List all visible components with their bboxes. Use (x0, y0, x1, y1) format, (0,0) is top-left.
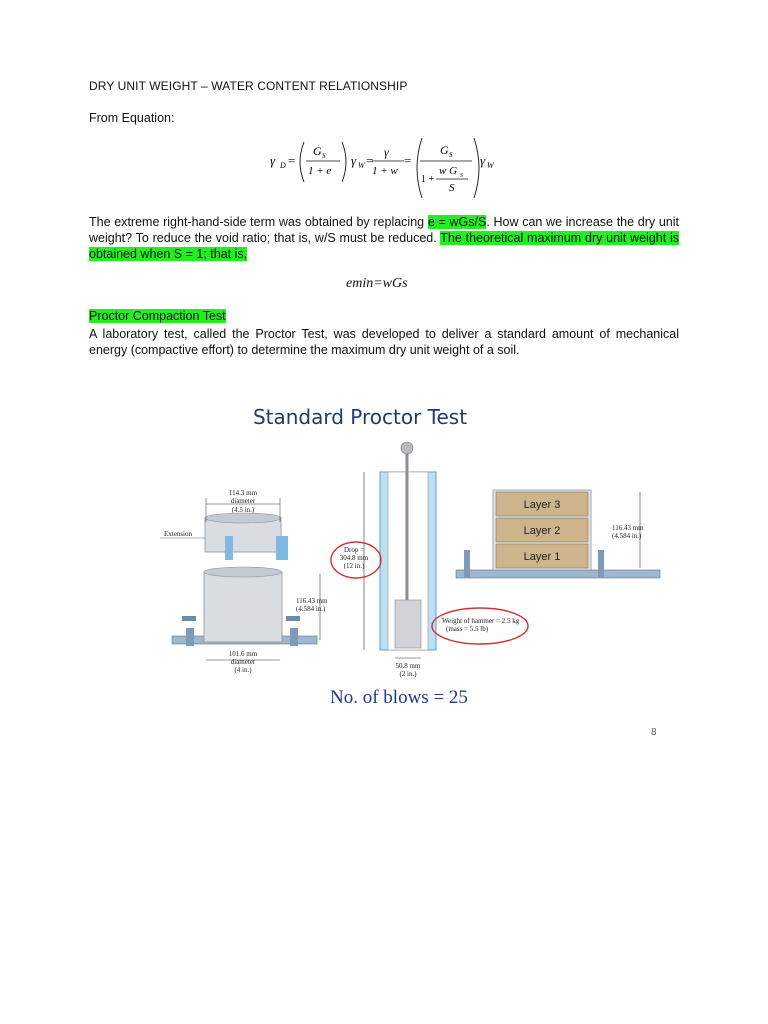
p1-text-1: The extreme right-hand-side term was obtained by replacing (89, 215, 428, 229)
eq-t1-num: G (313, 144, 322, 158)
bottom-dim-1: 101.6 mm (228, 650, 258, 658)
top-dim-1: 114.3 mm (228, 489, 258, 497)
hammer-dia-2: (2 in.) (399, 670, 417, 678)
eq-t3-inner-den: S (449, 182, 455, 194)
top-dim-2: diameter (230, 497, 256, 505)
proctor-figure (150, 440, 670, 690)
drop-2: 304.8 mm (339, 554, 369, 562)
paragraph-void-ratio (89, 214, 679, 262)
from-equation-label: From Equation: (89, 111, 175, 125)
eq-equals-1: = (288, 153, 296, 168)
dry-unit-weight-equation (268, 136, 508, 200)
eq-equals-3: = (404, 153, 412, 168)
eq-t3-num: G (440, 143, 449, 157)
bottom-dim-3: (4 in.) (234, 666, 252, 674)
eq-t3-den-pre: 1 + (421, 174, 435, 185)
section-heading: DRY UNIT WEIGHT – WATER CONTENT RELATIONSHIP (89, 79, 408, 93)
eq-t1-num-sub: S (322, 152, 326, 160)
hammer-dia-1: 50.8 mm (395, 662, 421, 670)
blows-caption: No. of blows = 25 (330, 687, 468, 708)
drop-1: Drop = (343, 546, 365, 554)
eq-t3-num-sub: S (449, 151, 453, 159)
paragraph-proctor: A laboratory test, called the Proctor Test, was developed to deliver a standard amount of mechanical energy (compactive effort) to determine the maximum dry unit weight of a soil. (89, 327, 679, 357)
layer-1-label: Layer 1 (523, 551, 561, 563)
eq-equals-2: = (366, 153, 374, 168)
hammer-weight-1: Weight of hammer = 2.5 kg (442, 617, 520, 625)
eq-t2-num: γ (384, 145, 389, 159)
proctor-section-title (89, 309, 226, 323)
layer-3-label: Layer 3 (523, 499, 561, 511)
eq-t2-den: 1 + w (372, 165, 398, 177)
eq-gamma-d-sub: D (280, 161, 286, 170)
eq-gamma-w-2: γ (480, 153, 486, 168)
top-dim-3: (4.5 in.) (231, 506, 255, 514)
eq-gamma-w-2-sub: W (487, 161, 494, 170)
eq-gamma-d: γ (270, 153, 276, 168)
eq-gamma-w-1: γ (351, 153, 357, 168)
p1-highlight-2: The theoretical maximum dry unit weight is obtained when S = 1; that is, (89, 231, 679, 261)
layer-2-label: Layer 2 (523, 525, 561, 537)
page-number: 8 (651, 727, 657, 738)
p1-text-2: . How can we increase the dry unit weight? To reduce the void ratio; that is, w/S must be reduced. (89, 215, 679, 245)
right-height-2: (4.584 in.) (612, 532, 642, 540)
hammer-weight-2: (mass = 5.5 lb) (446, 625, 489, 633)
mold-height-1: 116.43 mm (296, 597, 328, 605)
eq-gamma-w-1-sub: W (358, 161, 365, 170)
extension-label: Extension (164, 530, 192, 538)
mold-assembly (160, 498, 320, 660)
bottom-dim-2: diameter (230, 658, 256, 666)
eq-t3-inner-num-sub: S (460, 173, 463, 179)
emin-equation: emin=wGs (346, 276, 408, 291)
figure-title: Standard Proctor Test (252, 405, 468, 429)
drop-3: (12 in.) (343, 562, 365, 570)
mold-height-2: (4.584 in.) (296, 605, 326, 613)
p1-highlight-1: e = wGs/S (427, 215, 487, 229)
eq-t1-den: 1 + e (308, 165, 332, 177)
proctor-title-text: Proctor Compaction Test (89, 309, 226, 323)
eq-t3-inner-num: w G (439, 165, 458, 177)
right-height-1: 116.43 mm (612, 524, 644, 532)
